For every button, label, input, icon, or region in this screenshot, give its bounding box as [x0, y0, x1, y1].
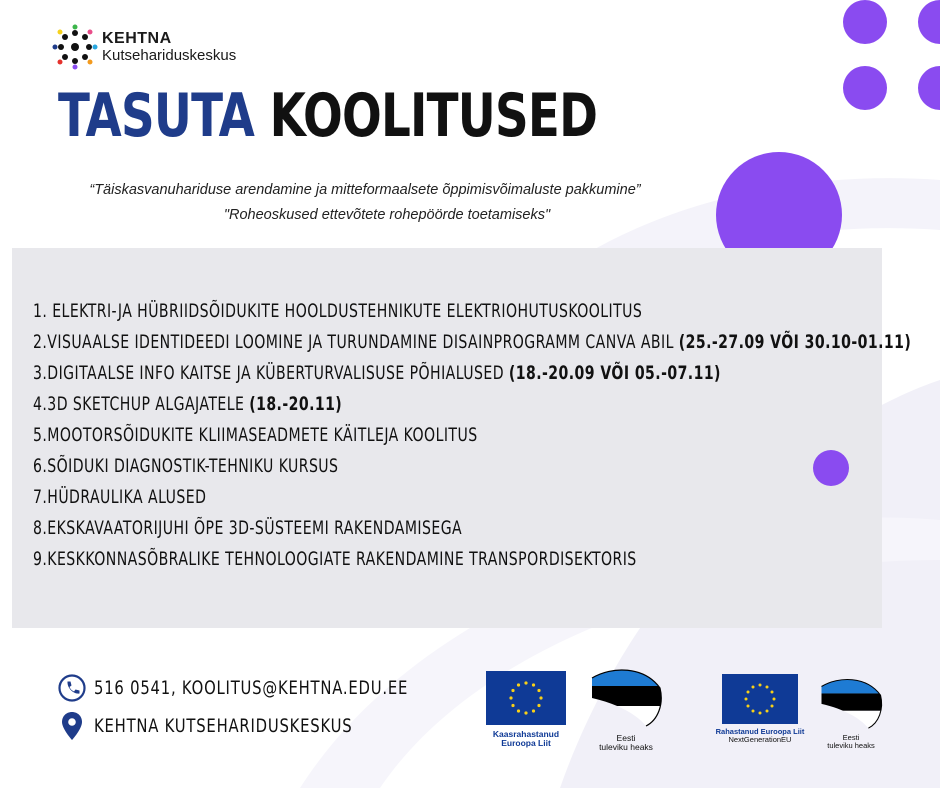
eu2-caption-2: NextGenerationEU	[728, 735, 792, 745]
phone-icon	[58, 674, 86, 702]
estonia-flag-icon	[818, 674, 884, 732]
estonia-flag-icon	[588, 664, 664, 730]
decor-circle	[843, 0, 887, 44]
list-item: 3.DIGITAALSE INFO KAITSE JA KÜBERTURVALISUSE PÕHIALUSED (18.-20.09 VÕI 05.-07.11)	[33, 362, 721, 384]
eu1-caption-1: Kaasrahastanud	[492, 729, 560, 739]
estonia-logo-1	[588, 664, 664, 753]
location-pin-icon	[58, 710, 86, 742]
contact-location-text: KEHTNA KUTSEHARIDUSKESKUS	[94, 715, 353, 737]
list-item: 7.HÜDRAULIKA ALUSED	[33, 486, 207, 508]
list-item: 4.3D SKETCHUP ALGAJATELE (18.-20.11)	[33, 393, 343, 415]
brand-subtitle: Kutsehariduskeskus	[102, 46, 237, 64]
list-item: 9.KESKKONNASÕBRALIKE TEHNOLOOGIATE RAKENDAMINE TRANSPORDISEKTORIS	[33, 548, 637, 570]
list-item: 5.MOOTORSÕIDUKITE KLIIMASEADMETE KÄITLEJA KOOLITUS	[33, 424, 478, 446]
eu-flag-icon	[722, 674, 798, 724]
contact-location	[58, 710, 425, 742]
list-item: 6.SÕIDUKI DIAGNOSTIK-TEHNIKU KURSUS	[33, 455, 339, 477]
brand-name: KEHTNA	[102, 29, 172, 47]
ee1-caption-2: tuleviku heaks	[599, 742, 653, 753]
list-item: 8.EKSKAVAATORIJUHI ÕPE 3D-SÜSTEEMI RAKENDAMISEGA	[33, 517, 463, 539]
contact-phone-email-text[interactable]: 516 0541, KOOLITUS@KEHTNA.EDU.EE	[94, 677, 409, 699]
eu-flag-icon	[486, 671, 566, 725]
eu-funding-logo-1	[486, 671, 566, 749]
ee1-caption-1: Eesti	[616, 733, 636, 743]
list-item: 2.VISUAALSE IDENTIDEEDI LOOMINE JA TURUNDAMINE DISAINPROGRAMM CANVA ABIL (25.-27.09 VÕI 30.10-01.11)	[33, 331, 912, 353]
project-quote-2: "Roheoskused ettevõtete rohepöörde toetamiseks"	[223, 207, 551, 223]
page-title	[58, 81, 598, 151]
brand-logo	[52, 24, 236, 70]
logo-icon	[52, 24, 98, 70]
eu1-caption-2: Euroopa Liit	[501, 738, 551, 749]
list-item: 1. ELEKTRI-JA HÜBRIIDSÕIDUKITE HOOLDUSTEHNIKUTE ELEKTRIOHUTUSKOOLITUS	[33, 300, 643, 322]
project-quote-1: “Täiskasvanuhariduse arendamine ja mitteformaalsete õppimisvõimaluste pakkumine”	[89, 182, 641, 198]
ee2-caption-1: Eesti	[842, 733, 860, 742]
decor-circle	[843, 66, 887, 110]
title-word-2: KOOLITUSED	[269, 81, 598, 151]
title-word-1: TASUTA	[58, 81, 255, 151]
eu2-caption-1: Rahastanud Euroopa Liit	[715, 727, 805, 736]
estonia-logo-2	[818, 674, 884, 751]
ee2-caption-2: tuleviku heaks	[827, 741, 875, 751]
contact-phone-email	[58, 674, 497, 702]
course-list	[33, 296, 940, 575]
eu-funding-logo-2	[712, 674, 808, 745]
